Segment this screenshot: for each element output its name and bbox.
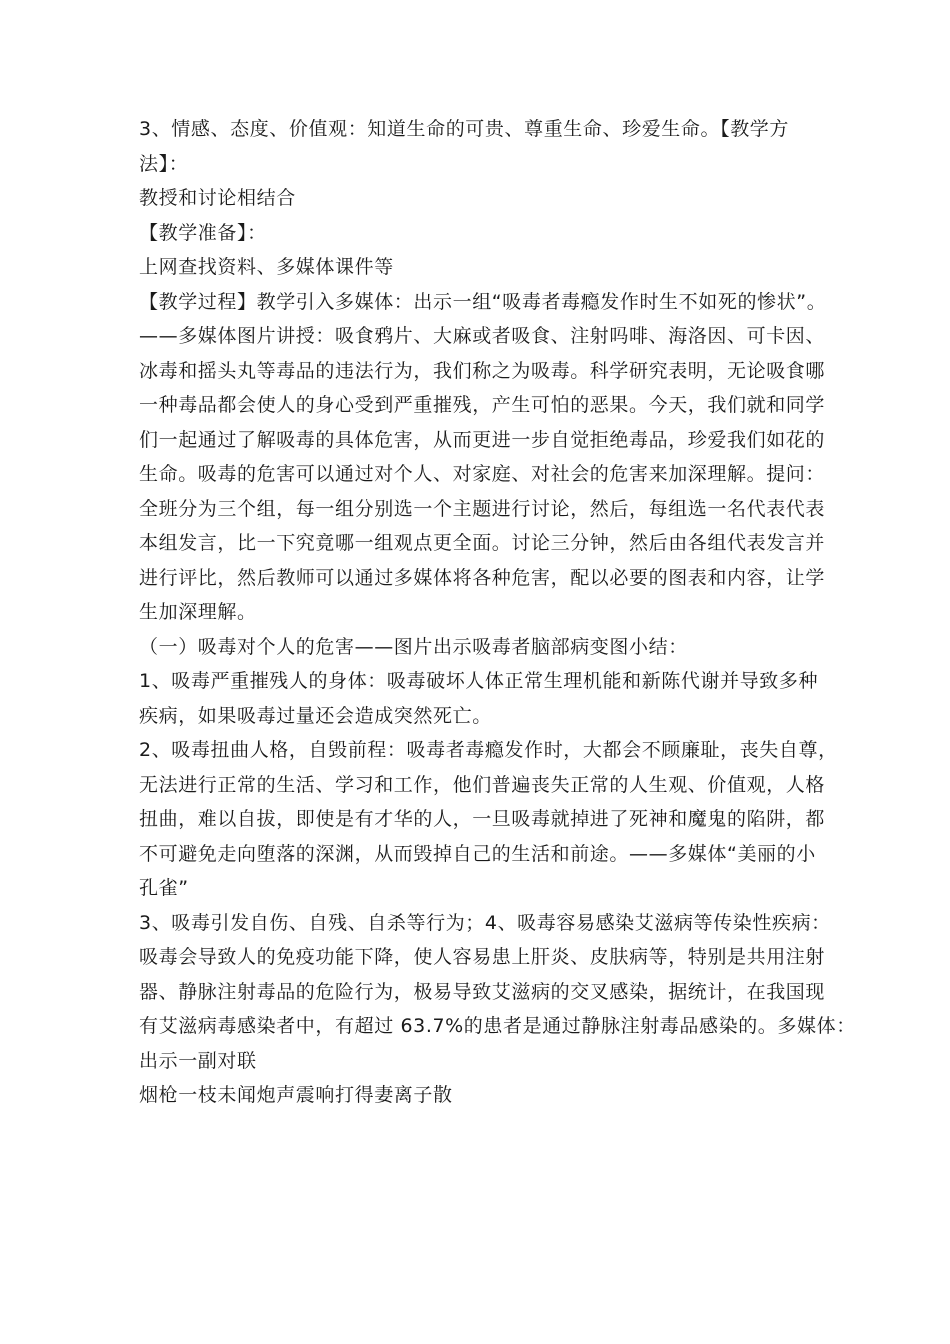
text-line: 扭曲，难以自拔，即使是有才华的人，一旦吸毒就掉进了死神和魔鬼的陷阱，都 bbox=[139, 808, 826, 830]
text-line: 本组发言，比一下究竟哪一组观点更全面。讨论三分钟，然后由各组代表发言并 bbox=[139, 532, 826, 554]
text-line: 1、吸毒严重摧残人的身体：吸毒破坏人体正常生理机能和新陈代谢并导致多种 bbox=[139, 670, 819, 692]
document-body bbox=[139, 112, 856, 1113]
text-line: 们一起通过了解吸毒的具体危害，从而更进一步自觉拒绝毒品，珍爱我们如花的 bbox=[139, 428, 826, 451]
text-line: 疾病，如果吸毒过量还会造成突然死亡。 bbox=[139, 704, 492, 727]
text-line: 生命。吸毒的危害可以通过对个人、对家庭、对社会的危害来加深理解。提问： bbox=[139, 463, 826, 485]
text-line: 生加深理解。 bbox=[139, 601, 257, 623]
text-line: 法】： bbox=[139, 152, 189, 175]
section-heading: 【教学准备】： bbox=[139, 221, 267, 244]
text-line: 吸毒会导致人的免疫功能下降，使人容易患上肝炎、皮肤病等，特别是共用注射 bbox=[139, 946, 826, 968]
text-line: （一）吸毒对个人的危害——图片出示吸毒者脑部病变图小结： bbox=[139, 635, 688, 658]
text-line: 3、情感、态度、价值观：知道生命的可贵、尊重生命、珍爱生命。【教学方 bbox=[139, 118, 789, 140]
text-line: 有艾滋病毒感染者中，有超过 63.7%的患者是通过静脉注射毒品感染的。多媒体： bbox=[139, 1015, 856, 1037]
text-line: 不可避免走向堕落的深渊，从而毁掉自己的生活和前途。——多媒体“美丽的小 bbox=[139, 842, 816, 865]
text-line: 出示一副对联 bbox=[139, 1049, 257, 1072]
text-line: ——多媒体图片讲授：吸食鸦片、大麻或者吸食、注射吗啡、海洛因、可卡因、 bbox=[139, 325, 826, 347]
text-line: 3、吸毒引发自伤、自残、自杀等行为；4、吸毒容易感染艾滋病等传染性疾病： bbox=[139, 911, 831, 934]
text-line: 2、吸毒扭曲人格，自毁前程：吸毒者毒瘾发作时，大都会不顾廉耻，丧失自尊， bbox=[139, 739, 838, 761]
text-line: 孔雀” bbox=[139, 877, 189, 899]
text-line: 上网查找资料、多媒体课件等 bbox=[139, 256, 394, 278]
text-line: 无法进行正常的生活、学习和工作，他们普遍丧失正常的人生观、价值观，人格 bbox=[139, 773, 826, 796]
text-line: 全班分为三个组，每一组分别选一个主题进行讨论，然后，每组选一名代表代表 bbox=[139, 497, 826, 520]
text-line: 【教学过程】教学引入多媒体：出示一组“吸毒者毒瘾发作时生不如死的惨状”。 bbox=[139, 290, 827, 313]
text-line: 冰毒和摇头丸等毒品的违法行为，我们称之为吸毒。科学研究表明，无论吸食哪 bbox=[139, 359, 826, 382]
text-line: 烟枪一枝未闻炮声震响打得妻离子散 bbox=[139, 1084, 453, 1106]
text-line: 器、静脉注射毒品的危险行为，极易导致艾滋病的交叉感染，据统计，在我国现 bbox=[139, 980, 826, 1003]
text-line: 一种毒品都会使人的身心受到严重摧残，产生可怕的恶果。今天，我们就和同学 bbox=[139, 394, 826, 416]
text-line: 教授和讨论相结合 bbox=[139, 187, 296, 209]
text-line: 进行评比，然后教师可以通过多媒体将各种危害，配以必要的图表和内容，让学 bbox=[139, 566, 826, 589]
